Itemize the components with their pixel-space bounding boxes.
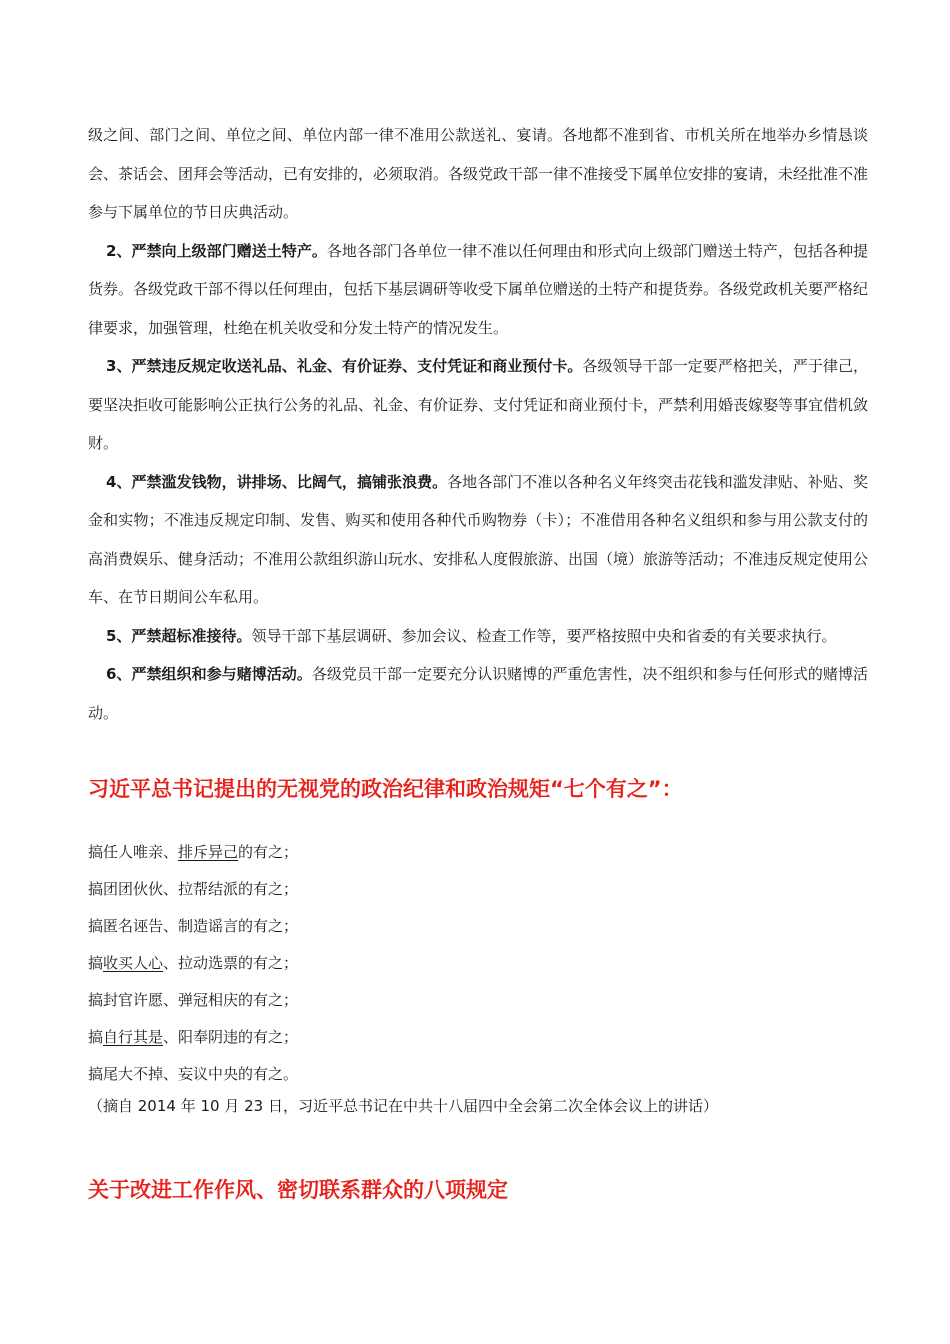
list-item-text: 搞封官许愿、弹冠相庆的有之；: [88, 991, 299, 1009]
rule-item-lead: 5、严禁超标准接待。: [106, 626, 252, 645]
rule-item-lead: 2、严禁向上级部门赠送土特产。: [106, 241, 327, 260]
rule-item-body: 各级领导干部一定要严格把关，严于律己，要坚决拒收可能影响公正执行公务的礼品、礼金、有价证券、支付凭证和商业预付卡，严禁利用婚丧嫁娶等事宜借机敛财。: [88, 357, 869, 452]
list-item: [88, 834, 868, 871]
rule-item-lead: 3、严禁违反规定收送礼品、礼金、有价证券、支付凭证和商业预付卡。: [106, 357, 583, 375]
rule-item-2: [88, 232, 868, 348]
list-item: [88, 982, 868, 1019]
rule-item-lead: 6、严禁组织和参与赌博活动。: [106, 665, 312, 683]
list-item-text: 搞尾大不掉、妄议中央的有之。: [88, 1065, 299, 1083]
list-item-text: 搞任人唯亲、: [88, 843, 179, 861]
rule-item-lead: 4、严禁滥发钱物，讲排场、比阔气，搞铺张浪费。: [106, 472, 448, 491]
eight-rules-heading: 关于改进工作作风、密切联系群众的八项规定: [88, 1178, 508, 1202]
list-item-text: 搞: [88, 1028, 104, 1046]
rule-item-body: 各级党员干部一定要充分认识赌博的严重危害性，决不组织和参与任何形式的赌博活动。: [88, 665, 868, 722]
list-item-text: 、阳奉阴违的有之；: [163, 1028, 299, 1046]
list-item: [88, 1019, 868, 1056]
rule-item-3: [88, 347, 868, 463]
list-item: [88, 871, 868, 908]
document-page: [88, 116, 868, 1205]
list-item-text: 搞: [88, 954, 104, 972]
list-item: [88, 908, 868, 945]
seven-haves-list: [88, 834, 868, 1119]
seven-haves-heading: 习近平总书记提出的无视党的政治纪律和政治规矩“七个有之”：: [88, 777, 683, 801]
intro-paragraph: 级之间、部门之间、单位之间、单位内部一律不准用公款送礼、宴请。各地都不准到省、市机关所在地举办乡情恳谈会、茶话会、团拜会等活动，已有安排的，必须取消。各级党政干部一律不准接受下属单位安排的宴请，未经批准不准参与下属单位的节日庆典活动。: [88, 126, 869, 221]
list-item-underlined: 自行其是: [103, 1028, 164, 1046]
list-item-text: 搞团团伙伙、拉帮结派的有之；: [88, 880, 299, 898]
list-item: [88, 1056, 868, 1093]
list-item-underlined: 排斥异己: [178, 843, 239, 861]
rule-item-body: 领导干部下基层调研、参加会议、检查工作等，要严格按照中央和省委的有关要求执行。: [251, 626, 837, 645]
list-item-text: 搞匿名诬告、制造谣言的有之；: [88, 917, 299, 935]
list-item-text: 的有之；: [238, 843, 299, 861]
list-item: [88, 945, 868, 982]
list-item-underlined: 收买人心: [103, 954, 164, 972]
rule-item-body: 各地各部门不准以各种名义年终突击花钱和滥发津贴、补贴、奖金和实物；不准违反规定印制、发售、购买和使用各种代币购物券（卡）；不准借用各种名义组织和参与用公款支付的高消费娱乐、健身活动；不准用公款组织游山玩水、安排私人度假旅游、出国（境）旅游等活动；不准违反规定使用公车、在节日期间公车私用。: [88, 472, 869, 606]
list-item-text: 、拉动选票的有之；: [163, 954, 299, 972]
speech-citation: （摘自 2014 年 10 月 23 日，习近平总书记在中共十八届四中全会第二次全体会议上的讲话）: [88, 1097, 718, 1115]
rule-item-4: [88, 463, 868, 617]
rule-item-body: 各地各部门各单位一律不准以任何理由和形式向上级部门赠送土特产，包括各种提货券。各级党政干部不得以任何理由，包括下基层调研等收受下属单位赠送的土特产和提货券。各级党政机关要严格纪律要求，加强管理，杜绝在机关收受和分发土特产的情况发生。: [88, 241, 869, 337]
rule-item-5: [88, 617, 868, 656]
rule-item-6: [88, 655, 868, 732]
